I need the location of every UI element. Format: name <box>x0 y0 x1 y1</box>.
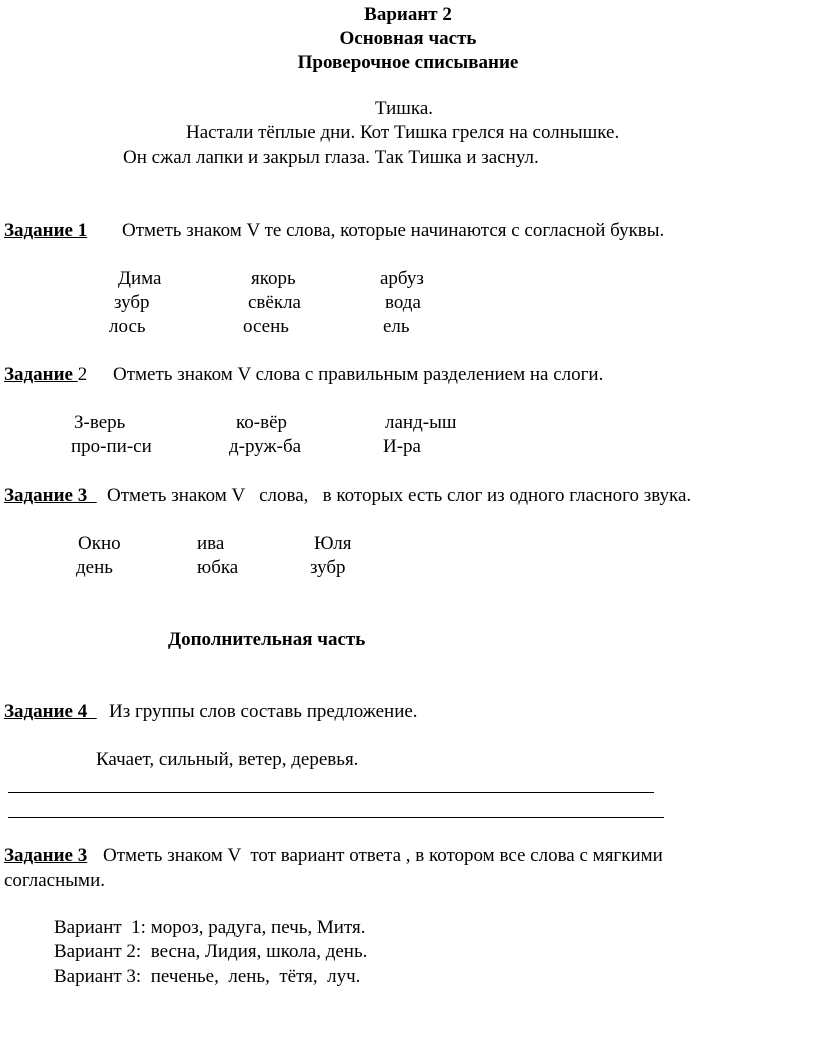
task3-word: ива <box>197 533 225 554</box>
extra-part-title: Дополнительная часть <box>168 629 366 650</box>
answer-option: Вариант 3: печенье, лень, тётя, луч. <box>54 966 361 987</box>
task1-word: якорь <box>251 268 296 289</box>
answer-option: Вариант 1: мороз, радуга, печь, Митя. <box>54 917 366 938</box>
task5-label: Задание 3 <box>4 845 88 866</box>
task3-text: Отметь знаком V слова, в которых есть слог из одного гласного звука. <box>107 485 692 506</box>
dictation-title: Тишка. <box>375 98 434 119</box>
task2-word: ланд-ыш <box>385 412 457 433</box>
task3-label: Задание 3 <box>4 485 97 506</box>
section-title: Основная часть <box>339 28 477 49</box>
task1-word: осень <box>243 316 289 337</box>
task1-word: вода <box>385 292 421 313</box>
answer-option: Вариант 2: весна, Лидия, школа, день. <box>54 941 368 962</box>
task2-word: ко-вёр <box>236 412 287 433</box>
task5-text: Отметь знаком V тот вариант ответа , в котором все слова с мягкими <box>103 845 663 866</box>
task1-word: ель <box>383 316 410 337</box>
task3-word: Юля <box>314 533 352 554</box>
task1-text: Отметь знаком V те слова, которые начинаются с согласной буквы. <box>122 220 665 241</box>
variant-title: Вариант 2 <box>364 4 452 25</box>
answer-line <box>8 817 664 818</box>
task1-word: арбуз <box>380 268 424 289</box>
dictation-line-1: Настали тёплые дни. Кот Тишка грелся на солнышке. <box>186 122 620 143</box>
task4-label: Задание 4 <box>4 701 97 722</box>
subtitle: Проверочное списывание <box>297 52 519 73</box>
task2-word: про-пи-си <box>71 436 152 457</box>
task5-text-continued: согласными. <box>4 870 105 891</box>
task3-word: Окно <box>78 533 121 554</box>
task2-word: д-руж-ба <box>229 436 302 457</box>
task2-word: И-ра <box>383 436 421 457</box>
task3-word: зубр <box>310 557 346 578</box>
task2-label: Задание 2 <box>4 364 88 385</box>
task1-label: Задание 1 <box>4 220 88 241</box>
task4-text: Из группы слов составь предложение. <box>109 701 418 722</box>
task1-word: зубр <box>114 292 150 313</box>
answer-line <box>8 792 654 793</box>
task2-text: Отметь знаком V слова с правильным разделением на слоги. <box>113 364 604 385</box>
task3-word: юбка <box>197 557 239 578</box>
task2-word: З-верь <box>74 412 126 433</box>
task3-word: день <box>76 557 113 578</box>
task1-word: лось <box>109 316 146 337</box>
task1-word: Дима <box>118 268 162 289</box>
task1-word: свёкла <box>248 292 301 313</box>
task4-words: Качает, сильный, ветер, деревья. <box>96 749 359 770</box>
dictation-line-2: Он сжал лапки и закрыл глаза. Так Тишка и заснул. <box>123 147 539 168</box>
